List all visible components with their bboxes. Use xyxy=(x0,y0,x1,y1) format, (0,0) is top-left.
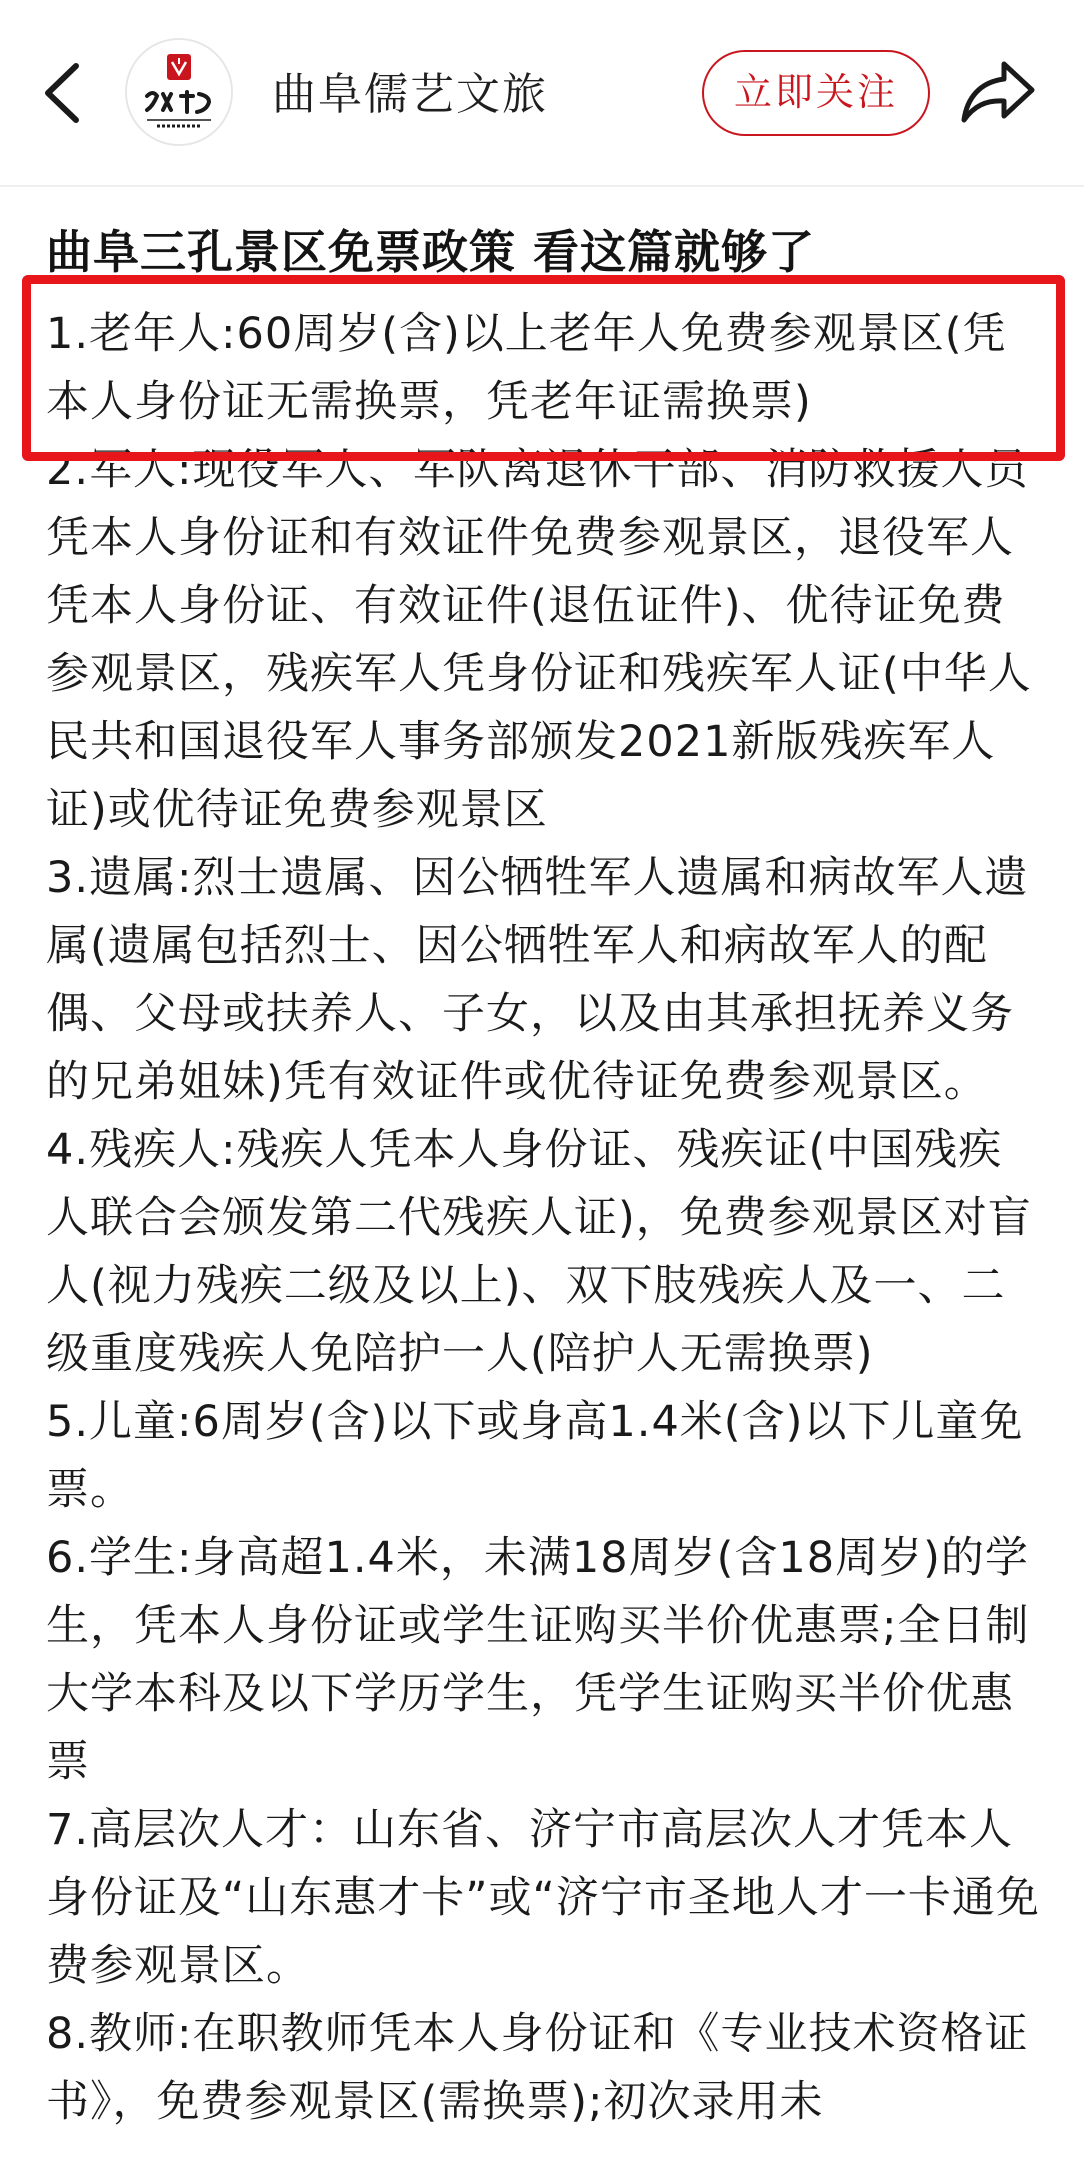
policy-list xyxy=(46,300,1046,2136)
policy-item-children: 5.儿童:6周岁(含)以下或身高1.4米(含)以下儿童免票。 xyxy=(46,1397,1024,1515)
policy-item-talent: 7.高层次人才：山东省、济宁市高层次人才凭本人身份证及“山东惠才卡”或“济宁市圣地人才一卡通免费参观景区。 xyxy=(46,1805,1040,1991)
policy-item-students: 6.学生:身高超1.4米，未满18周岁(含18周岁)的学生，凭本人身份证或学生证购买半价优惠票;全日制大学本科及以下学历学生，凭学生证购买半价优惠票 xyxy=(46,1533,1030,1787)
chevron-left-icon xyxy=(38,58,88,128)
account-avatar[interactable] xyxy=(125,38,233,146)
back-button[interactable] xyxy=(38,58,88,128)
policy-item-disabled: 4.残疾人:残疾人凭本人身份证、残疾证(中国残疾人联合会颁发第二代残疾人证)，免费参观景区对盲人(视力残疾二级及以上)、双下肢残疾人及一、二级重度残疾人免陪护一人(陪护人无需换票) xyxy=(46,1125,1032,1379)
follow-button[interactable]: 立即关注 xyxy=(702,50,930,136)
app-header xyxy=(0,0,1084,187)
account-name[interactable]: 曲阜儒艺文旅 xyxy=(272,69,548,120)
share-arrow-icon xyxy=(958,56,1038,128)
article-body xyxy=(0,185,1084,2180)
article-title: 曲阜三孔景区免票政策 看这篇就够了 xyxy=(46,225,816,279)
brand-logo-icon xyxy=(127,40,231,144)
share-button[interactable] xyxy=(958,56,1038,128)
policy-item-elderly: 1.老年人:60周岁(含)以上老年人免费参观景区(凭本人身份证无需换票，凭老年证需换票) xyxy=(46,309,1007,427)
policy-item-teachers: 8.教师:在职教师凭本人身份证和《专业技术资格证书》，免费参观景区(需换票);初次录用未 xyxy=(46,2009,1029,2127)
policy-item-military: 2.军人:现役军人、军队离退休干部、消防救援人员凭本人身份证和有效证件免费参观景区，退役军人凭本人身份证、有效证件(退伍证件)、优待证免费参观景区，残疾军人凭身份证和残疾军人证(中华人民共和国退役军人事务部颁发2021新版残疾军人证)或优待证免费参观景区 xyxy=(46,445,1032,835)
policy-item-survivors: 3.遗属:烈士遗属、因公牺牲军人遗属和病故军人遗属(遗属包括烈士、因公牺牲军人和病故军人的配偶、父母或扶养人、子女，以及由其承担抚养义务的兄弟姐妹)凭有效证件或优待证免费参观景区。 xyxy=(46,853,1029,1107)
